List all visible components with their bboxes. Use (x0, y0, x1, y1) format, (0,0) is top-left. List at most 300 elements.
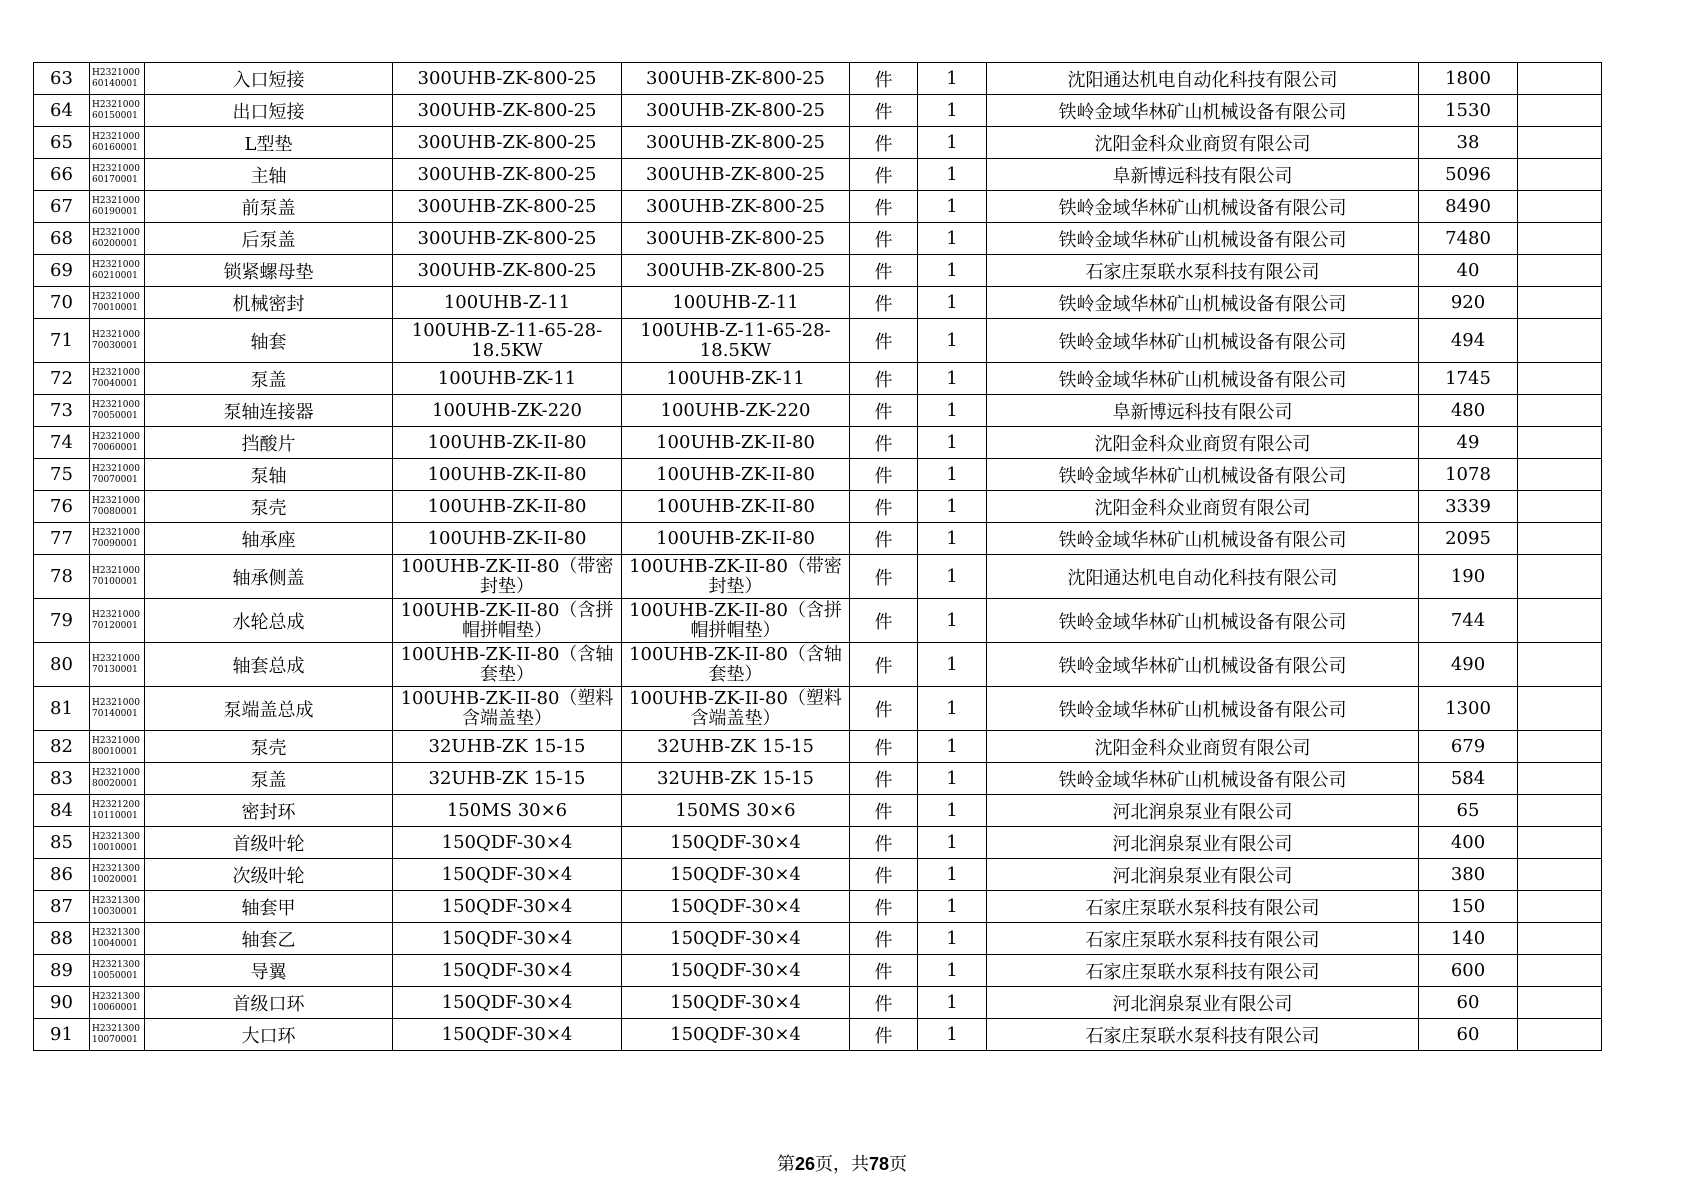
item-supplier: 沈阳金科众业商贸有限公司 (987, 127, 1419, 159)
item-code (90, 127, 145, 159)
item-unit: 件 (850, 891, 918, 923)
item-code-part: 80010001 (92, 746, 138, 757)
item-code-part: H2321000 (92, 565, 140, 576)
table-row (34, 827, 1602, 859)
item-code (90, 599, 145, 643)
item-unit: 件 (850, 287, 918, 319)
table-row (34, 127, 1602, 159)
item-quantity: 1 (918, 891, 987, 923)
item-code (90, 63, 145, 95)
item-unit: 件 (850, 459, 918, 491)
item-quantity: 1 (918, 255, 987, 287)
item-name: 挡酸片 (145, 427, 393, 459)
row-number: 80 (34, 643, 90, 687)
table-body (34, 63, 1602, 1051)
item-code (90, 319, 145, 363)
item-code (90, 643, 145, 687)
item-unit: 件 (850, 223, 918, 255)
item-price: 584 (1419, 763, 1518, 795)
item-unit: 件 (850, 555, 918, 599)
table-row (34, 459, 1602, 491)
item-quantity: 1 (918, 191, 987, 223)
item-code-part: H2321000 (92, 495, 140, 506)
row-number: 82 (34, 731, 90, 763)
item-code-part: H2321200 (92, 799, 140, 810)
item-unit: 件 (850, 923, 918, 955)
item-quantity: 1 (918, 159, 987, 191)
item-remark (1518, 287, 1602, 319)
item-unit: 件 (850, 363, 918, 395)
item-code (90, 427, 145, 459)
item-spec: 300UHB-ZK-800-25 (393, 191, 622, 223)
item-unit: 件 (850, 987, 918, 1019)
item-unit: 件 (850, 643, 918, 687)
item-name: 前泵盖 (145, 191, 393, 223)
item-code-part: H2321000 (92, 735, 140, 746)
item-code-part: 10040001 (92, 938, 138, 949)
table-row (34, 159, 1602, 191)
item-code-part: 10060001 (92, 1002, 138, 1013)
item-price: 490 (1419, 643, 1518, 687)
item-code-part: H2321000 (92, 227, 140, 238)
item-code-part: 70120001 (92, 620, 138, 631)
item-code-part: 70050001 (92, 410, 138, 421)
item-code (90, 687, 145, 731)
item-code-part: H2321300 (92, 895, 140, 906)
item-model: 150QDF-30×4 (622, 987, 850, 1019)
item-code-part: H2321000 (92, 463, 140, 474)
item-price: 1300 (1419, 687, 1518, 731)
item-quantity: 1 (918, 555, 987, 599)
item-unit: 件 (850, 127, 918, 159)
item-spec: 32UHB-ZK 15-15 (393, 731, 622, 763)
item-supplier: 石家庄泵联水泵科技有限公司 (987, 255, 1419, 287)
item-supplier: 河北润泉泵业有限公司 (987, 827, 1419, 859)
item-quantity: 1 (918, 523, 987, 555)
item-supplier: 铁岭金域华林矿山机械设备有限公司 (987, 643, 1419, 687)
item-code-part: 60140001 (92, 78, 138, 89)
row-number: 68 (34, 223, 90, 255)
item-code-part: 70100001 (92, 576, 138, 587)
item-code (90, 255, 145, 287)
item-code-part: 60150001 (92, 110, 138, 121)
row-number: 74 (34, 427, 90, 459)
item-code (90, 731, 145, 763)
item-remark (1518, 859, 1602, 891)
item-spec: 150QDF-30×4 (393, 923, 622, 955)
row-number: 77 (34, 523, 90, 555)
item-code (90, 191, 145, 223)
item-remark (1518, 363, 1602, 395)
item-model: 300UHB-ZK-800-25 (622, 191, 850, 223)
item-model: 300UHB-ZK-800-25 (622, 127, 850, 159)
item-name: 主轴 (145, 159, 393, 191)
item-supplier: 沈阳金科众业商贸有限公司 (987, 427, 1419, 459)
item-price: 2095 (1419, 523, 1518, 555)
item-code-part: H2321000 (92, 329, 140, 340)
item-name: 轴套乙 (145, 923, 393, 955)
item-model: 100UHB-Z-11-65-28-18.5KW (622, 319, 850, 363)
item-unit: 件 (850, 827, 918, 859)
row-number: 72 (34, 363, 90, 395)
item-quantity: 1 (918, 127, 987, 159)
item-quantity: 1 (918, 599, 987, 643)
item-name: 水轮总成 (145, 599, 393, 643)
item-model: 300UHB-ZK-800-25 (622, 95, 850, 127)
item-code-part: 80020001 (92, 778, 138, 789)
item-quantity: 1 (918, 687, 987, 731)
item-quantity: 1 (918, 731, 987, 763)
item-model: 100UHB-Z-11 (622, 287, 850, 319)
item-code (90, 491, 145, 523)
item-code-part: 10010001 (92, 842, 138, 853)
item-name: L型垫 (145, 127, 393, 159)
item-supplier: 河北润泉泵业有限公司 (987, 795, 1419, 827)
item-code-part: 60190001 (92, 206, 138, 217)
item-code (90, 159, 145, 191)
item-quantity: 1 (918, 827, 987, 859)
item-code-part: 60210001 (92, 270, 138, 281)
item-code-part: 60160001 (92, 142, 138, 153)
item-price: 480 (1419, 395, 1518, 427)
item-supplier: 沈阳金科众业商贸有限公司 (987, 491, 1419, 523)
table-row (34, 859, 1602, 891)
item-model: 300UHB-ZK-800-25 (622, 223, 850, 255)
item-model: 150QDF-30×4 (622, 827, 850, 859)
row-number: 65 (34, 127, 90, 159)
item-spec: 300UHB-ZK-800-25 (393, 255, 622, 287)
item-model: 100UHB-ZK-II-80 (622, 427, 850, 459)
item-remark (1518, 599, 1602, 643)
item-name: 后泵盖 (145, 223, 393, 255)
item-unit: 件 (850, 491, 918, 523)
item-price: 3339 (1419, 491, 1518, 523)
item-spec: 100UHB-ZK-11 (393, 363, 622, 395)
item-unit: 件 (850, 395, 918, 427)
item-code-part: H2321000 (92, 609, 140, 620)
item-price: 600 (1419, 955, 1518, 987)
row-number: 66 (34, 159, 90, 191)
item-price: 150 (1419, 891, 1518, 923)
item-name: 密封环 (145, 795, 393, 827)
item-unit: 件 (850, 859, 918, 891)
item-model: 150QDF-30×4 (622, 891, 850, 923)
table-row (34, 1019, 1602, 1051)
item-price: 7480 (1419, 223, 1518, 255)
table-row (34, 687, 1602, 731)
item-name: 泵端盖总成 (145, 687, 393, 731)
item-model: 32UHB-ZK 15-15 (622, 731, 850, 763)
row-number: 87 (34, 891, 90, 923)
item-remark (1518, 255, 1602, 287)
item-spec: 150QDF-30×4 (393, 987, 622, 1019)
table-row (34, 95, 1602, 127)
item-quantity: 1 (918, 287, 987, 319)
item-supplier: 石家庄泵联水泵科技有限公司 (987, 891, 1419, 923)
row-number: 76 (34, 491, 90, 523)
row-number: 91 (34, 1019, 90, 1051)
footer-suffix: 页 (889, 1154, 908, 1175)
item-code-part: H2321300 (92, 927, 140, 938)
item-code-part: H2321000 (92, 67, 140, 78)
item-spec: 100UHB-Z-11-65-28-18.5KW (393, 319, 622, 363)
item-code-part: H2321300 (92, 959, 140, 970)
item-supplier: 铁岭金域华林矿山机械设备有限公司 (987, 191, 1419, 223)
item-name: 轴承侧盖 (145, 555, 393, 599)
item-spec: 100UHB-ZK-II-80 (393, 523, 622, 555)
item-price: 5096 (1419, 159, 1518, 191)
item-supplier: 石家庄泵联水泵科技有限公司 (987, 923, 1419, 955)
item-code (90, 891, 145, 923)
item-code-part: 60200001 (92, 238, 138, 249)
item-code (90, 363, 145, 395)
item-price: 400 (1419, 827, 1518, 859)
item-code (90, 95, 145, 127)
row-number: 86 (34, 859, 90, 891)
item-quantity: 1 (918, 319, 987, 363)
item-price: 60 (1419, 1019, 1518, 1051)
item-price: 380 (1419, 859, 1518, 891)
item-unit: 件 (850, 255, 918, 287)
table-row (34, 923, 1602, 955)
item-price: 1800 (1419, 63, 1518, 95)
footer-total-pages: 78 (869, 1154, 890, 1174)
item-remark (1518, 1019, 1602, 1051)
item-remark (1518, 319, 1602, 363)
page-footer (0, 1150, 1684, 1176)
item-unit: 件 (850, 1019, 918, 1051)
item-spec: 300UHB-ZK-800-25 (393, 223, 622, 255)
item-supplier: 石家庄泵联水泵科技有限公司 (987, 1019, 1419, 1051)
item-price: 190 (1419, 555, 1518, 599)
item-unit: 件 (850, 687, 918, 731)
item-spec: 100UHB-ZK-II-80（含拼帽拼帽垫） (393, 599, 622, 643)
item-model: 100UHB-ZK-220 (622, 395, 850, 427)
item-unit: 件 (850, 159, 918, 191)
item-supplier: 沈阳通达机电自动化科技有限公司 (987, 555, 1419, 599)
item-quantity: 1 (918, 643, 987, 687)
item-quantity: 1 (918, 859, 987, 891)
item-code-part: H2321000 (92, 399, 140, 410)
item-spec: 100UHB-ZK-II-80 (393, 491, 622, 523)
item-name: 导翼 (145, 955, 393, 987)
item-price: 1745 (1419, 363, 1518, 395)
item-supplier: 沈阳金科众业商贸有限公司 (987, 731, 1419, 763)
item-name: 首级口环 (145, 987, 393, 1019)
item-code-part: 70130001 (92, 664, 138, 675)
item-spec: 100UHB-ZK-220 (393, 395, 622, 427)
item-price: 8490 (1419, 191, 1518, 223)
item-code-part: H2321000 (92, 653, 140, 664)
row-number: 89 (34, 955, 90, 987)
item-code-part: 10050001 (92, 970, 138, 981)
item-remark (1518, 95, 1602, 127)
item-name: 机械密封 (145, 287, 393, 319)
item-remark (1518, 459, 1602, 491)
item-model: 100UHB-ZK-II-80（塑料含端盖垫） (622, 687, 850, 731)
item-model: 100UHB-ZK-II-80 (622, 459, 850, 491)
item-code-part: H2321300 (92, 1023, 140, 1034)
item-code-part: 70090001 (92, 538, 138, 549)
row-number: 75 (34, 459, 90, 491)
item-code-part: H2321000 (92, 767, 140, 778)
item-code (90, 1019, 145, 1051)
item-model: 150QDF-30×4 (622, 955, 850, 987)
item-model: 100UHB-ZK-11 (622, 363, 850, 395)
table-row (34, 223, 1602, 255)
item-supplier: 铁岭金域华林矿山机械设备有限公司 (987, 459, 1419, 491)
item-code-part: H2321000 (92, 99, 140, 110)
item-price: 140 (1419, 923, 1518, 955)
item-spec: 100UHB-ZK-II-80 (393, 427, 622, 459)
item-remark (1518, 731, 1602, 763)
item-spec: 100UHB-ZK-II-80（塑料含端盖垫） (393, 687, 622, 731)
parts-table (33, 62, 1602, 1051)
item-code-part: H2321300 (92, 863, 140, 874)
footer-page-number: 26 (794, 1154, 815, 1174)
item-price: 1078 (1419, 459, 1518, 491)
item-quantity: 1 (918, 459, 987, 491)
item-supplier: 铁岭金域华林矿山机械设备有限公司 (987, 687, 1419, 731)
table-row (34, 955, 1602, 987)
item-code-part: H2321000 (92, 527, 140, 538)
table-row (34, 63, 1602, 95)
row-number: 70 (34, 287, 90, 319)
row-number: 63 (34, 63, 90, 95)
item-supplier: 铁岭金域华林矿山机械设备有限公司 (987, 319, 1419, 363)
item-supplier: 沈阳通达机电自动化科技有限公司 (987, 63, 1419, 95)
table-row (34, 555, 1602, 599)
row-number: 69 (34, 255, 90, 287)
item-code-part: H2321300 (92, 831, 140, 842)
item-remark (1518, 555, 1602, 599)
item-quantity: 1 (918, 763, 987, 795)
row-number: 88 (34, 923, 90, 955)
item-code-part: 70080001 (92, 506, 138, 517)
item-unit: 件 (850, 599, 918, 643)
item-remark (1518, 159, 1602, 191)
item-quantity: 1 (918, 491, 987, 523)
table-row (34, 795, 1602, 827)
row-number: 83 (34, 763, 90, 795)
item-unit: 件 (850, 95, 918, 127)
item-name: 轴承座 (145, 523, 393, 555)
item-unit: 件 (850, 731, 918, 763)
item-code-part: 10030001 (92, 906, 138, 917)
row-number: 71 (34, 319, 90, 363)
item-unit: 件 (850, 795, 918, 827)
item-code-part: 10020001 (92, 874, 138, 885)
item-spec: 150QDF-30×4 (393, 827, 622, 859)
item-code (90, 555, 145, 599)
item-name: 入口短接 (145, 63, 393, 95)
table-row (34, 763, 1602, 795)
footer-prefix: 第 (776, 1154, 795, 1175)
item-code-part: H2321000 (92, 291, 140, 302)
item-code-part: H2321000 (92, 163, 140, 174)
item-name: 出口短接 (145, 95, 393, 127)
item-quantity: 1 (918, 923, 987, 955)
item-name: 泵轴连接器 (145, 395, 393, 427)
item-code-part: 70140001 (92, 708, 138, 719)
item-code (90, 955, 145, 987)
item-remark (1518, 395, 1602, 427)
item-remark (1518, 523, 1602, 555)
item-spec: 300UHB-ZK-800-25 (393, 95, 622, 127)
item-quantity: 1 (918, 955, 987, 987)
item-model: 32UHB-ZK 15-15 (622, 763, 850, 795)
item-name: 首级叶轮 (145, 827, 393, 859)
item-remark (1518, 491, 1602, 523)
item-supplier: 铁岭金域华林矿山机械设备有限公司 (987, 523, 1419, 555)
item-model: 100UHB-ZK-II-80（含拼帽拼帽垫） (622, 599, 850, 643)
item-price: 65 (1419, 795, 1518, 827)
item-spec: 300UHB-ZK-800-25 (393, 63, 622, 95)
item-name: 泵壳 (145, 731, 393, 763)
item-quantity: 1 (918, 1019, 987, 1051)
item-unit: 件 (850, 319, 918, 363)
item-price: 744 (1419, 599, 1518, 643)
item-unit: 件 (850, 523, 918, 555)
item-name: 泵轴 (145, 459, 393, 491)
item-remark (1518, 827, 1602, 859)
item-name: 轴套总成 (145, 643, 393, 687)
row-number: 67 (34, 191, 90, 223)
item-code-part: 10070001 (92, 1034, 138, 1045)
item-code (90, 923, 145, 955)
item-name: 泵盖 (145, 763, 393, 795)
item-spec: 300UHB-ZK-800-25 (393, 159, 622, 191)
item-supplier: 铁岭金域华林矿山机械设备有限公司 (987, 763, 1419, 795)
item-quantity: 1 (918, 223, 987, 255)
table-row (34, 731, 1602, 763)
item-code-part: H2321000 (92, 259, 140, 270)
item-price: 679 (1419, 731, 1518, 763)
table-row (34, 599, 1602, 643)
item-remark (1518, 223, 1602, 255)
item-model: 300UHB-ZK-800-25 (622, 63, 850, 95)
item-remark (1518, 795, 1602, 827)
item-spec: 32UHB-ZK 15-15 (393, 763, 622, 795)
row-number: 73 (34, 395, 90, 427)
item-spec: 100UHB-ZK-II-80（带密封垫） (393, 555, 622, 599)
item-code-part: H2321000 (92, 195, 140, 206)
item-name: 泵盖 (145, 363, 393, 395)
item-quantity: 1 (918, 987, 987, 1019)
item-price: 40 (1419, 255, 1518, 287)
item-code (90, 987, 145, 1019)
item-name: 轴套 (145, 319, 393, 363)
item-quantity: 1 (918, 395, 987, 427)
item-supplier: 阜新博远科技有限公司 (987, 395, 1419, 427)
item-code-part: 70030001 (92, 340, 138, 351)
item-spec: 100UHB-ZK-II-80 (393, 459, 622, 491)
table-row (34, 643, 1602, 687)
item-remark (1518, 891, 1602, 923)
item-remark (1518, 643, 1602, 687)
item-spec: 150QDF-30×4 (393, 859, 622, 891)
item-price: 49 (1419, 427, 1518, 459)
item-spec: 300UHB-ZK-800-25 (393, 127, 622, 159)
item-supplier: 阜新博远科技有限公司 (987, 159, 1419, 191)
item-spec: 150QDF-30×4 (393, 955, 622, 987)
row-number: 84 (34, 795, 90, 827)
item-remark (1518, 127, 1602, 159)
item-code (90, 795, 145, 827)
item-name: 轴套甲 (145, 891, 393, 923)
table-row (34, 891, 1602, 923)
item-quantity: 1 (918, 95, 987, 127)
